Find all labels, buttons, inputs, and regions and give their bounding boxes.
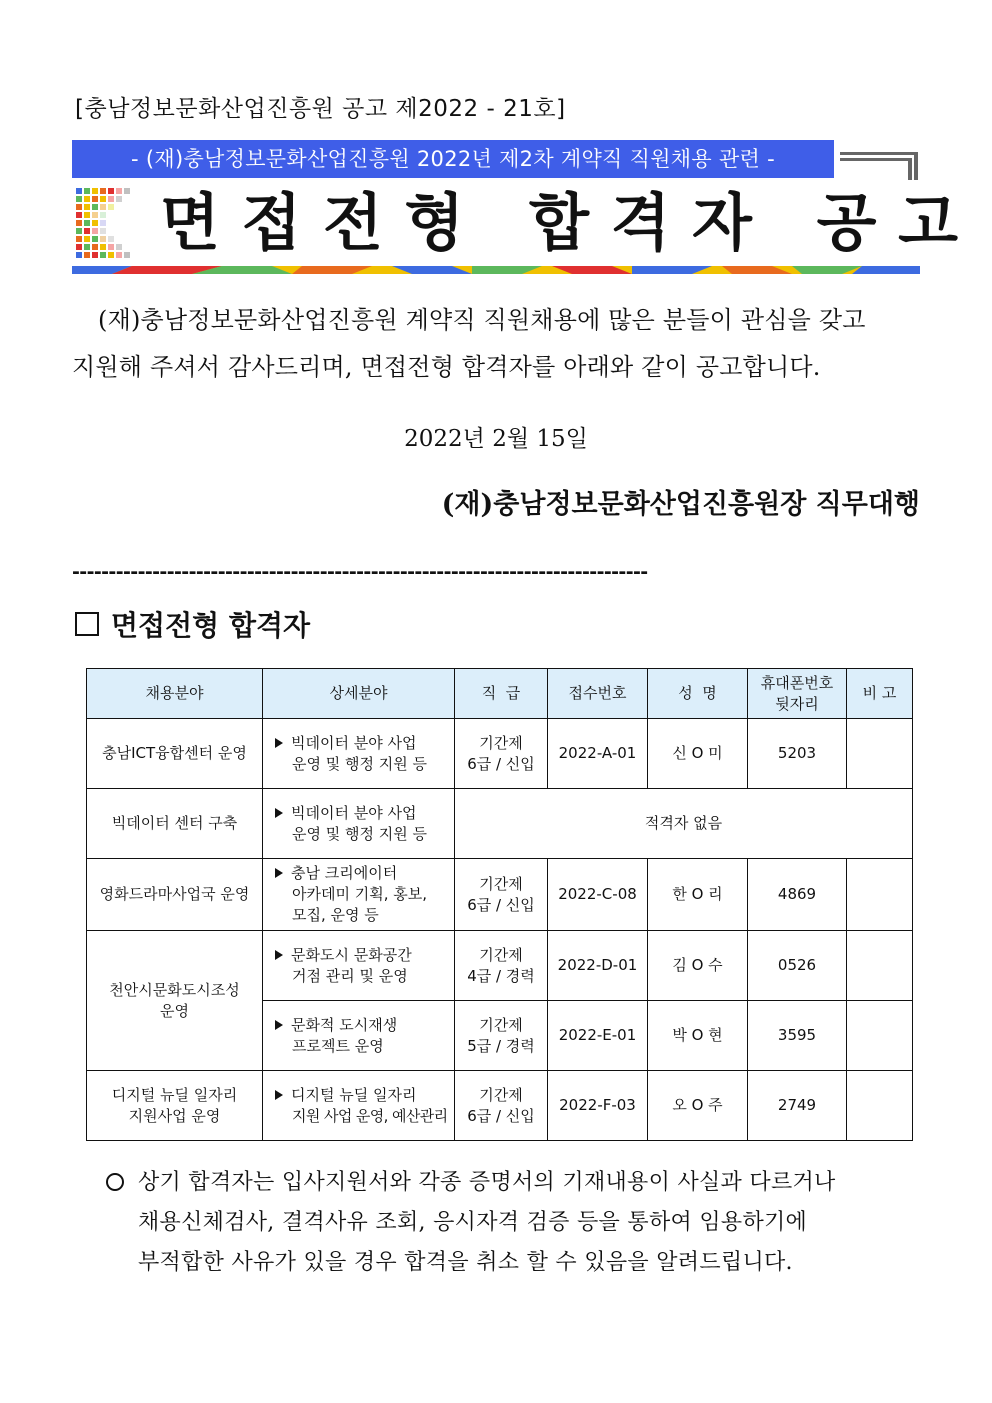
cell-note bbox=[847, 859, 913, 931]
header-field: 채용분야 bbox=[87, 669, 263, 719]
cell-rank: 기간제 4급 / 경력 bbox=[455, 931, 548, 1001]
checkbox-square-icon bbox=[75, 612, 99, 636]
cell-detail: 빅데이터 분야 사업 운영 및 행정 지원 등 bbox=[263, 719, 455, 789]
cell-phone: 0526 bbox=[748, 931, 847, 1001]
circle-bullet-icon bbox=[106, 1173, 124, 1191]
cell-field: 빅데이터 센터 구축 bbox=[87, 789, 263, 859]
triangle-bullet-icon bbox=[275, 808, 283, 818]
section-title-text: 면접전형 합격자 bbox=[111, 609, 311, 642]
cell-field: 영화드라마사업국 운영 bbox=[87, 859, 263, 931]
cell-detail: 빅데이터 분야 사업 운영 및 행정 지원 등 bbox=[263, 789, 455, 859]
cell-detail: 충남 크리에이터 아카데미 기획, 홍보, 모집, 운영 등 bbox=[263, 859, 455, 931]
color-stripe bbox=[72, 266, 920, 274]
cell-field: 충남ICT융합센터 운영 bbox=[87, 719, 263, 789]
table-header-row bbox=[87, 669, 913, 719]
intro-text-line-2: 지원해 주셔서 감사드리며, 면접전형 합격자를 아래와 같이 공고합니다. bbox=[72, 353, 821, 381]
footnote-line-3: 부적합한 사유가 있을 경우 합격을 취소 할 수 있음을 알려드립니다. bbox=[138, 1250, 793, 1275]
header-note: 비 고 bbox=[847, 669, 913, 719]
cell-detail: 문화적 도시재생 프로젝트 운영 bbox=[263, 1001, 455, 1071]
cell-reg-number: 2022-D-01 bbox=[548, 931, 648, 1001]
issuer-name: (재)충남정보문화산업진흥원장 직무대행 bbox=[441, 489, 920, 520]
dot-grid-logo bbox=[76, 188, 130, 258]
dashed-divider: ------------------------------------------------------------------------------- bbox=[72, 561, 648, 581]
subtitle-band: - (재)충남정보문화산업진흥원 2022년 제2차 계약직 직원채용 관련 - bbox=[72, 140, 834, 178]
triangle-bullet-icon bbox=[275, 738, 283, 748]
header-phone: 휴대폰번호 뒷자리 bbox=[748, 669, 847, 719]
cell-field: 천안시문화도시조성 운영 bbox=[87, 931, 263, 1071]
cell-detail: 디지털 뉴딜 일자리 지원 사업 운영, 예산관리 bbox=[263, 1071, 455, 1141]
footnote-line-2: 채용신체검사, 결격사유 조회, 응시자격 검증 등을 통하여 임용하기에 bbox=[138, 1210, 808, 1235]
cell-reg-number: 2022-A-01 bbox=[548, 719, 648, 789]
cell-reg-number: 2022-E-01 bbox=[548, 1001, 648, 1071]
cell-phone: 2749 bbox=[748, 1071, 847, 1141]
header-rank: 직 급 bbox=[455, 669, 548, 719]
cell-field: 디지털 뉴딜 일자리 지원사업 운영 bbox=[87, 1071, 263, 1141]
cell-note bbox=[847, 931, 913, 1001]
cell-name: 김 O 수 bbox=[648, 931, 748, 1001]
table-row bbox=[87, 719, 913, 789]
cell-note bbox=[847, 1071, 913, 1141]
header-detail: 상세분야 bbox=[263, 669, 455, 719]
result-table bbox=[86, 668, 913, 1141]
triangle-bullet-icon bbox=[275, 950, 283, 960]
cell-reg-number: 2022-C-08 bbox=[548, 859, 648, 931]
cell-note bbox=[847, 1001, 913, 1071]
cell-phone: 5203 bbox=[748, 719, 847, 789]
section-title bbox=[75, 604, 310, 644]
cell-note bbox=[847, 719, 913, 789]
table-row bbox=[87, 859, 913, 931]
band-decoration bbox=[840, 150, 922, 180]
triangle-bullet-icon bbox=[275, 868, 283, 878]
cell-rank: 기간제 6급 / 신입 bbox=[455, 1071, 548, 1141]
footnote-line-1: 상기 합격자는 입사지원서와 각종 증명서의 기재내용이 사실과 다르거나 bbox=[138, 1170, 836, 1195]
cell-rank: 기간제 6급 / 신입 bbox=[455, 859, 548, 931]
intro-text-line-1: (재)충남정보문화산업진흥원 계약직 직원채용에 많은 분들이 관심을 갖고 bbox=[98, 306, 866, 334]
header-reg-number: 접수번호 bbox=[548, 669, 648, 719]
cell-name: 박 O 현 bbox=[648, 1001, 748, 1071]
cell-name: 한 O 리 bbox=[648, 859, 748, 931]
table-row bbox=[87, 931, 913, 1001]
cell-name: 오 O 주 bbox=[648, 1071, 748, 1141]
header-name: 성 명 bbox=[648, 669, 748, 719]
cell-detail: 문화도시 문화공간 거점 관리 및 운영 bbox=[263, 931, 455, 1001]
cell-no-candidate: 적격자 없음 bbox=[455, 789, 913, 859]
table-row bbox=[87, 789, 913, 859]
triangle-bullet-icon bbox=[275, 1020, 283, 1030]
table-row bbox=[87, 1071, 913, 1141]
notice-number: [충남정보문화산업진흥원 공고 제2022 - 21호] bbox=[75, 96, 566, 122]
cell-name: 신 O 미 bbox=[648, 719, 748, 789]
cell-phone: 3595 bbox=[748, 1001, 847, 1071]
cell-rank: 기간제 6급 / 신입 bbox=[455, 719, 548, 789]
cell-reg-number: 2022-F-03 bbox=[548, 1071, 648, 1141]
page-title: 면 접 전 형 합 격 자 공 고 bbox=[160, 186, 959, 259]
cell-phone: 4869 bbox=[748, 859, 847, 931]
triangle-bullet-icon bbox=[275, 1090, 283, 1100]
notice-date: 2022년 2월 15일 bbox=[404, 426, 588, 452]
cell-rank: 기간제 5급 / 경력 bbox=[455, 1001, 548, 1071]
